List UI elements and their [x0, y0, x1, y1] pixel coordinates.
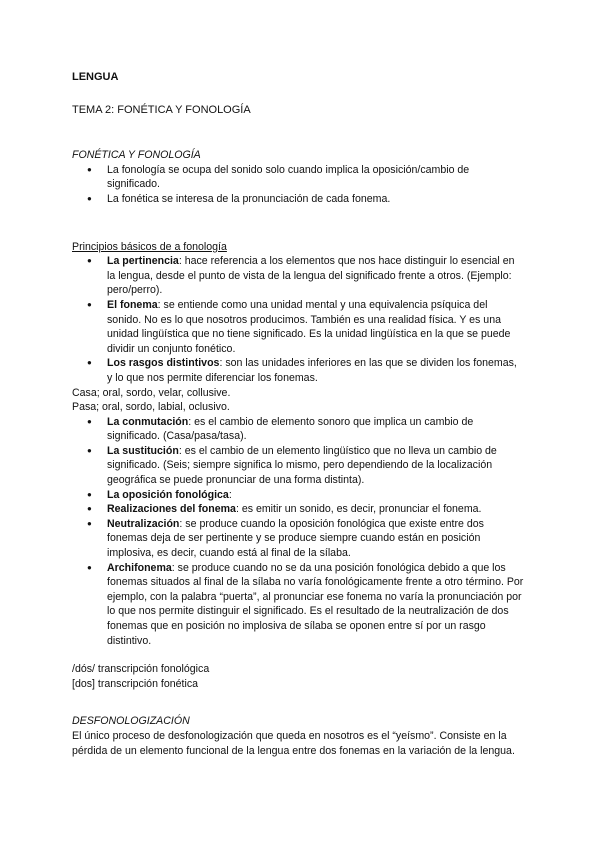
term: Archifonema [107, 561, 172, 574]
term: La sustitución [107, 444, 179, 457]
list-item [72, 444, 524, 488]
section-heading-principios: Principios básicos de a fonología [72, 240, 227, 253]
list-item [72, 488, 524, 503]
example-casa: Casa; oral, sordo, velar, collusive. [72, 386, 231, 399]
topic-heading: TEMA 2: FONÉTICA Y FONOLOGÍA [72, 103, 251, 116]
principios-list-b [72, 415, 524, 649]
fonetica-list [72, 163, 524, 207]
section-heading-fonetica: FONÉTICA Y FONOLOGÍA [72, 149, 201, 162]
definition: : se produce cuando la oposición fonológica que existe entre dos fonemas deja de ser pertinente y se produce siempre cuando están en posición implosiva, es decir, cuando está al final de la sílaba. [107, 517, 484, 560]
section-heading-desfonologizacion: DESFONOLOGIZACIÓN [72, 715, 190, 728]
term: La oposición fonológica [107, 488, 229, 501]
definition: : hace referencia a los elementos que nos hace distinguir lo esencial en la lengua, desde el punto de vista de la lengua del significado frente a otros. (Ejemplo: pero/perro). [107, 255, 515, 297]
list-item [72, 254, 524, 298]
list-item [72, 415, 524, 444]
definition: : se produce cuando no se da una posición fonológica debido a que los fonemas situados al final de la sílaba no varía fonológicamente frente a otro término. Por ejemplo, con la palabra “puerta”, al pronunciar ese fonema no varía la pronunciación por lo que nos permite distinguir el significado. Es el resultado de la neutralización de dos fonemas que en posición no implosiva de sílaba se oponen entre sí por un rasgo distintivo. [107, 561, 524, 647]
list-item [72, 356, 524, 385]
term: Los rasgos distintivos [107, 357, 220, 370]
list-item [72, 502, 524, 517]
desfonologizacion-text: El único proceso de desfonologización que queda en nosotros es el “yeísmo”. Consiste en la pérdida de un elemento funcional de la lengua entre dos fonemas en la variación de la lengua. [72, 729, 515, 757]
term: Realizaciones del fonema [107, 503, 236, 516]
list-item [72, 517, 524, 561]
definition: : es el cambio de un elemento lingüístico que no lleva un cambio de significado. (Seis; siempre significa lo mismo, pero dependiendo de la localización geográfica se puede pronunciar de una forma distinta). [107, 444, 497, 487]
term: Neutralización [107, 517, 180, 530]
definition: : es emitir un sonido, es decir, pronunciar el fonema. [235, 503, 482, 516]
document-page [72, 70, 524, 758]
term: La conmutación [107, 415, 189, 428]
list-item: ● La fonética se interesa de la pronunciación de cada fonema. [72, 192, 524, 207]
document-title: LENGUA [72, 71, 119, 83]
definition: : [228, 488, 232, 501]
definition: : se entiende como una unidad mental y una equivalencia psíquica del sonido. No es lo que nosotros producimos. También es una realidad física. Y es una unidad lingüística que no tiene significado. Es la unidad lingüística en la que se puede dividir un conjunto fonético. [107, 298, 511, 355]
list-item [72, 298, 524, 356]
definition: : son las unidades inferiores en las que se dividen los fonemas, y lo que nos permite diferenciar los fonemas. [107, 357, 517, 384]
example-pasa: Pasa; oral, sordo, labial, oclusivo. [72, 401, 230, 414]
transcription-fonologica: /dós/ transcripción fonológica [72, 663, 210, 676]
list-item [72, 561, 524, 649]
transcription-fonetica: [dos] transcripción fonética [72, 677, 199, 690]
term: La pertinencia [107, 255, 179, 268]
term: El fonema [107, 298, 158, 311]
principios-list-a [72, 254, 524, 385]
list-item: ● La fonología se ocupa del sonido solo cuando implica la oposición/cambio de significado. [72, 163, 524, 192]
definition: : es el cambio de elemento sonoro que implica un cambio de significado. (Casa/pasa/tasa). [107, 415, 474, 443]
